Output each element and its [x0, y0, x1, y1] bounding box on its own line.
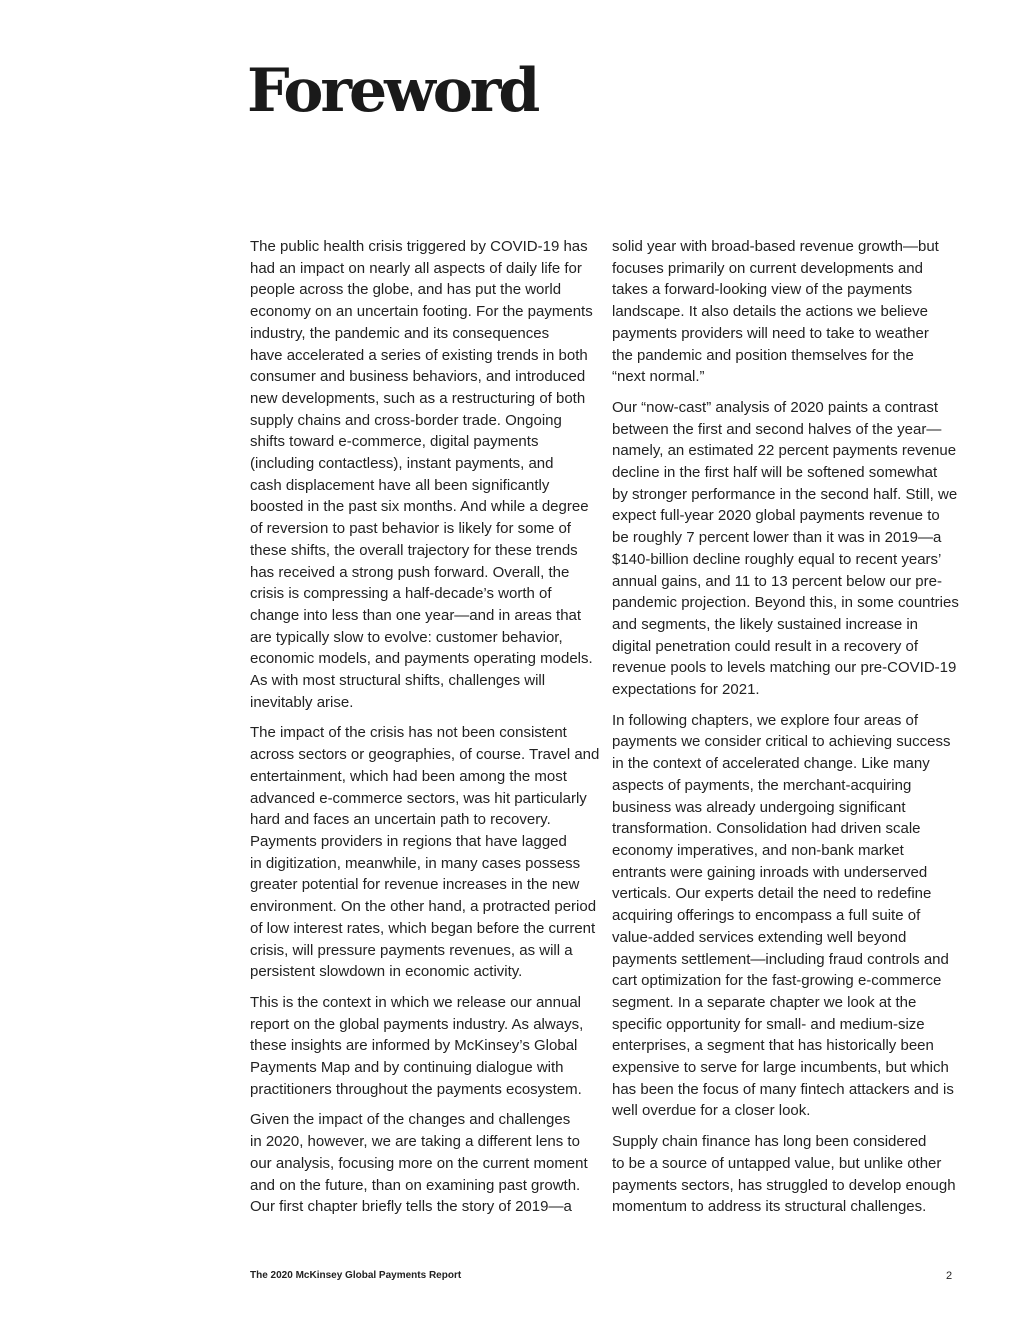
- body-paragraph: [612, 710, 957, 1122]
- text-line: annual gains, and 11 to 13 percent below our pre-: [612, 572, 942, 590]
- text-line: takes a forward-looking view of the payments: [612, 281, 913, 299]
- text-line: expectations for 2021.: [612, 681, 760, 699]
- text-line: acquiring offerings to encompass a full suite of: [612, 907, 921, 925]
- text-line: cash displacement have all been significantly: [250, 476, 550, 494]
- footer-page-number: 2: [946, 1270, 953, 1282]
- text-line: Our first chapter briefly tells the story of 2019—a: [250, 1198, 572, 1216]
- text-line: Given the impact of the changes and challenges: [250, 1111, 571, 1129]
- page-title: Foreword: [247, 56, 538, 126]
- text-line: Our “now-cast” analysis of 2020 paints a contrast: [612, 398, 938, 416]
- text-line: in digitization, meanwhile, in many cases possess: [250, 854, 581, 872]
- text-line: expensive to serve for large incumbents, but which: [612, 1059, 949, 1077]
- text-line: to be a source of untapped value, but unlike other: [612, 1154, 942, 1172]
- text-line: focuses primarily on current developments and: [612, 259, 923, 277]
- text-line: shifts toward e-commerce, digital payments: [250, 433, 539, 451]
- text-line: payments settlement—including fraud controls and: [612, 950, 949, 968]
- text-line: Payments Map and by continuing dialogue with: [250, 1059, 564, 1077]
- text-line: these insights are informed by McKinsey’s Global: [250, 1037, 578, 1055]
- text-line: solid year with broad-based revenue growth—but: [612, 238, 939, 255]
- text-line: Supply chain finance has long been considered: [612, 1133, 927, 1151]
- text-line: has been the focus of many fintech attackers and is: [612, 1080, 954, 1098]
- text-line: business was already undergoing significant: [612, 798, 906, 816]
- text-line: crisis, will pressure payments revenues, as will a: [250, 941, 573, 959]
- text-line: pandemic projection. Beyond this, in some countries: [612, 594, 959, 612]
- text-line: hard and faces an uncertain path to recovery.: [250, 811, 551, 829]
- text-line: of low interest rates, which began before the current: [250, 919, 596, 937]
- text-line: industry, the pandemic and its consequences: [250, 324, 550, 342]
- text-line: report on the global payments industry. As always,: [250, 1015, 584, 1033]
- text-line: consumer and business behaviors, and introduced: [250, 368, 586, 386]
- text-line: by stronger performance in the second half. Still, we: [612, 485, 958, 503]
- text-line: new developments, such as a restructuring of both: [250, 389, 586, 407]
- text-line: $140-billion decline roughly equal to recent years’: [612, 550, 942, 568]
- text-line: economy imperatives, and non-bank market: [612, 841, 904, 859]
- text-line: inevitably arise.: [250, 693, 354, 711]
- text-line: of reversion to past behavior is likely for some of: [250, 520, 571, 538]
- text-line: entrants were gaining inroads with underserved: [612, 863, 928, 881]
- text-line: payments providers will need to take to weather: [612, 324, 929, 342]
- text-line: payments sectors, has struggled to develop enough: [612, 1176, 956, 1194]
- text-line: advanced e-commerce sectors, was hit particularly: [250, 789, 587, 807]
- text-line: people across the globe, and has put the world: [250, 281, 562, 299]
- text-line: revenue pools to levels matching our pre-COVID-19: [612, 659, 957, 677]
- text-line: well overdue for a closer look.: [612, 1102, 811, 1120]
- left-text-column: [250, 236, 600, 1227]
- body-paragraph: [612, 397, 957, 701]
- text-line: “next normal.”: [612, 368, 705, 386]
- text-line: are typically slow to evolve: customer behavior,: [250, 628, 563, 646]
- text-line: enterprises, a segment that has historically been: [612, 1037, 934, 1055]
- text-line: in 2020, however, we are taking a different lens to: [250, 1133, 580, 1151]
- text-line: boosted in the past six months. And while a degree: [250, 498, 589, 516]
- text-line: between the first and second halves of the year—: [612, 420, 942, 438]
- text-line: change into less than one year—and in areas that: [250, 606, 582, 624]
- text-line: economic models, and payments operating models.: [250, 650, 593, 668]
- text-line: momentum to address its structural challenges.: [612, 1198, 927, 1216]
- text-line: across sectors or geographies, of course. Travel and: [250, 746, 600, 764]
- text-line: has received a strong push forward. Overall, the: [250, 563, 570, 581]
- text-line: This is the context in which we release our annual: [250, 993, 582, 1011]
- text-line: decline in the first half will be softened somewhat: [612, 464, 938, 482]
- text-line: these shifts, the overall trajectory for these trends: [250, 541, 578, 559]
- text-line: environment. On the other hand, a protracted period: [250, 898, 597, 916]
- text-line: cart optimization for the fast-growing e-commerce: [612, 972, 942, 990]
- footer-report-name: The 2020 McKinsey Global Payments Report: [250, 1270, 462, 1281]
- text-line: landscape. It also details the actions we believe: [612, 303, 929, 321]
- text-line: namely, an estimated 22 percent payments revenue: [612, 442, 957, 460]
- text-line: segment. In a separate chapter we look at the: [612, 993, 917, 1011]
- text-line: have accelerated a series of existing trends in both: [250, 346, 588, 364]
- right-text-column: [612, 236, 957, 1227]
- body-paragraph: [250, 1109, 595, 1218]
- body-paragraph: [250, 722, 600, 982]
- text-line: our analysis, focusing more on the current moment: [250, 1154, 588, 1172]
- body-paragraph: [612, 1131, 957, 1218]
- text-line: verticals. Our experts detail the need to redefine: [612, 885, 932, 903]
- text-line: supply chains and cross-border trade. Ongoing: [250, 411, 562, 429]
- text-line: economy on an uncertain footing. For the payments: [250, 303, 593, 321]
- text-line: aspects of payments, the merchant-acquiring: [612, 776, 912, 794]
- text-line: entertainment, which had been among the most: [250, 767, 567, 785]
- text-line: greater potential for revenue increases in the new: [250, 876, 580, 894]
- text-line: digital penetration could result in a recovery of: [612, 637, 919, 655]
- text-line: persistent slowdown in economic activity.: [250, 963, 523, 981]
- text-line: in the context of accelerated change. Like many: [612, 755, 930, 773]
- text-line: practitioners throughout the payments ecosystem.: [250, 1080, 582, 1098]
- text-line: expect full-year 2020 global payments revenue to: [612, 507, 940, 525]
- text-line: and on the future, than on examining past growth.: [250, 1176, 581, 1194]
- text-line: crisis is compressing a half-decade’s worth of: [250, 585, 552, 603]
- text-line: In following chapters, we explore four areas of: [612, 711, 918, 729]
- body-paragraph: [250, 236, 595, 713]
- text-line: value-added services extending well beyond: [612, 928, 907, 946]
- text-line: The impact of the crisis has not been consistent: [250, 724, 567, 742]
- text-line: the pandemic and position themselves for the: [612, 346, 914, 364]
- text-line: As with most structural shifts, challenges will: [250, 672, 546, 690]
- text-line: Payments providers in regions that have lagged: [250, 832, 567, 850]
- text-line: The public health crisis triggered by COVID-19 has: [250, 238, 588, 255]
- text-line: and segments, the likely sustained increase in: [612, 615, 919, 633]
- text-line: be roughly 7 percent lower than it was in 2019—a: [612, 529, 942, 547]
- body-paragraph: [250, 992, 595, 1101]
- body-paragraph: [612, 236, 957, 388]
- text-line: had an impact on nearly all aspects of daily life for: [250, 259, 582, 277]
- text-line: (including contactless), instant payments, and: [250, 455, 554, 473]
- text-line: specific opportunity for small- and medium-size: [612, 1015, 925, 1033]
- text-line: payments we consider critical to achieving success: [612, 733, 951, 751]
- text-line: transformation. Consolidation had driven scale: [612, 820, 921, 838]
